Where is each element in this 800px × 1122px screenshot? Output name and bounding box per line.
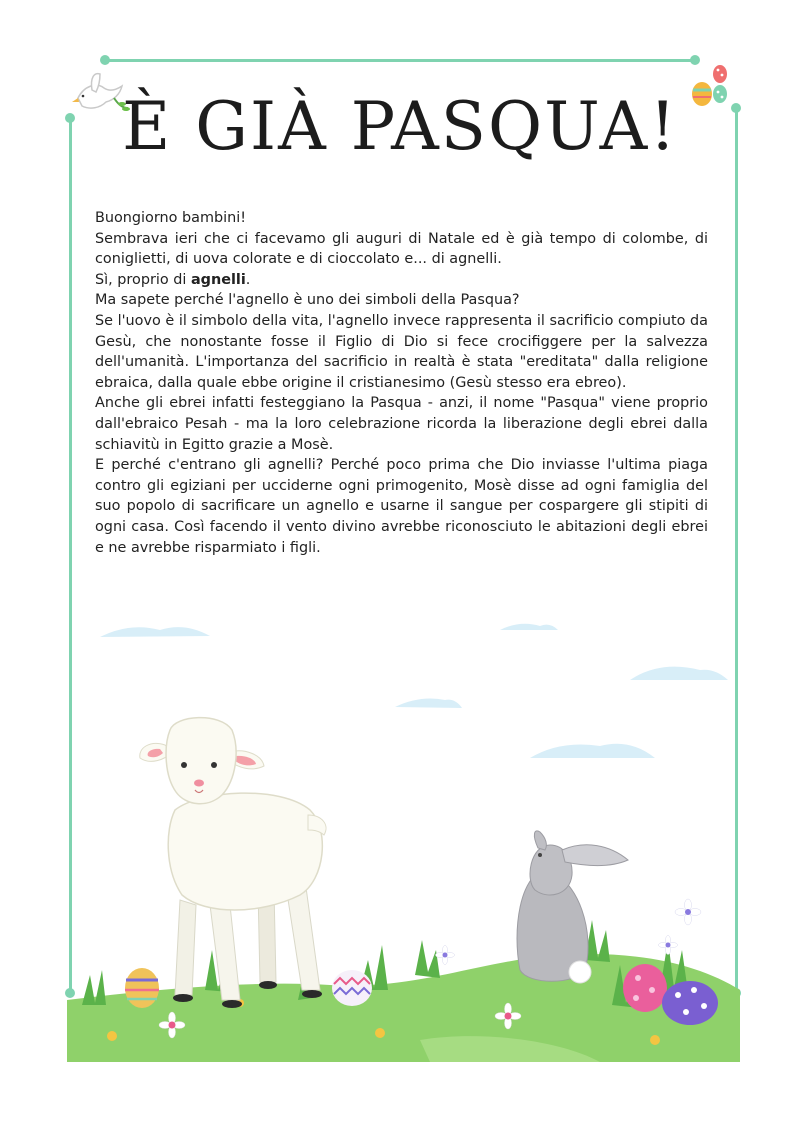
easter-egg-icon bbox=[662, 981, 718, 1025]
paragraph: Buongiorno bambini! bbox=[95, 210, 247, 226]
paragraph-text: Sì, proprio di bbox=[95, 271, 191, 288]
bold-keyword: agnelli bbox=[190, 271, 246, 288]
easter-egg-icon bbox=[125, 968, 159, 1008]
paragraph: Sembrava ieri che ci facevamo gli auguri di Natale ed è già tempo di colombe, di coniglietti, di uova colorate e di cioccolato e... di agnelli. bbox=[95, 230, 708, 268]
lamb-illustration bbox=[140, 718, 326, 1008]
paragraph-text: . bbox=[245, 271, 251, 288]
paragraph: Se l'uovo è il simbolo della vita, l'agnello invece rappresenta il sacrificio compiuto da Gesù, che nonostante fosse il Figlio di Dio si fece crocifiggere per la salvezza dell'umanità. L'importanza del sacrificio in realtà è stata "ereditata" dalla religione ebraica, dalla quale ebbe origine il cristianesimo (Gesù stesso era ebreo). bbox=[95, 312, 708, 391]
paragraph: Ma sapete perché l'agnello è uno dei simboli della Pasqua? bbox=[95, 292, 520, 309]
page-title: È GIÀ PASQUA! bbox=[122, 88, 678, 165]
easter-egg-icon bbox=[332, 970, 372, 1006]
paragraph: E perché c'entrano gli agnelli? Perché poco prima che Dio inviasse l'ultima piaga contro gli egiziani per ucciderne ogni primogenito, Mosè disse ad ogni famiglia del suo popolo di sacrificare un agnello e usarne il sangue per cospargere gli stipiti di ogni casa. Così facendo il vento divino avrebbe riconosciuto le abitazioni degli ebrei e ne avrebbe risparmiato i figli. bbox=[95, 457, 708, 556]
paragraph: Anche gli ebrei infatti festeggiano la Pasqua - anzi, il nome "Pasqua" viene proprio dall'ebraico Pesah - ma la loro celebrazione ricorda la liberazione degli ebrei dalla schiavitù in Egitto grazie a Mosè. bbox=[95, 395, 708, 453]
easter-egg-icon bbox=[623, 964, 667, 1012]
